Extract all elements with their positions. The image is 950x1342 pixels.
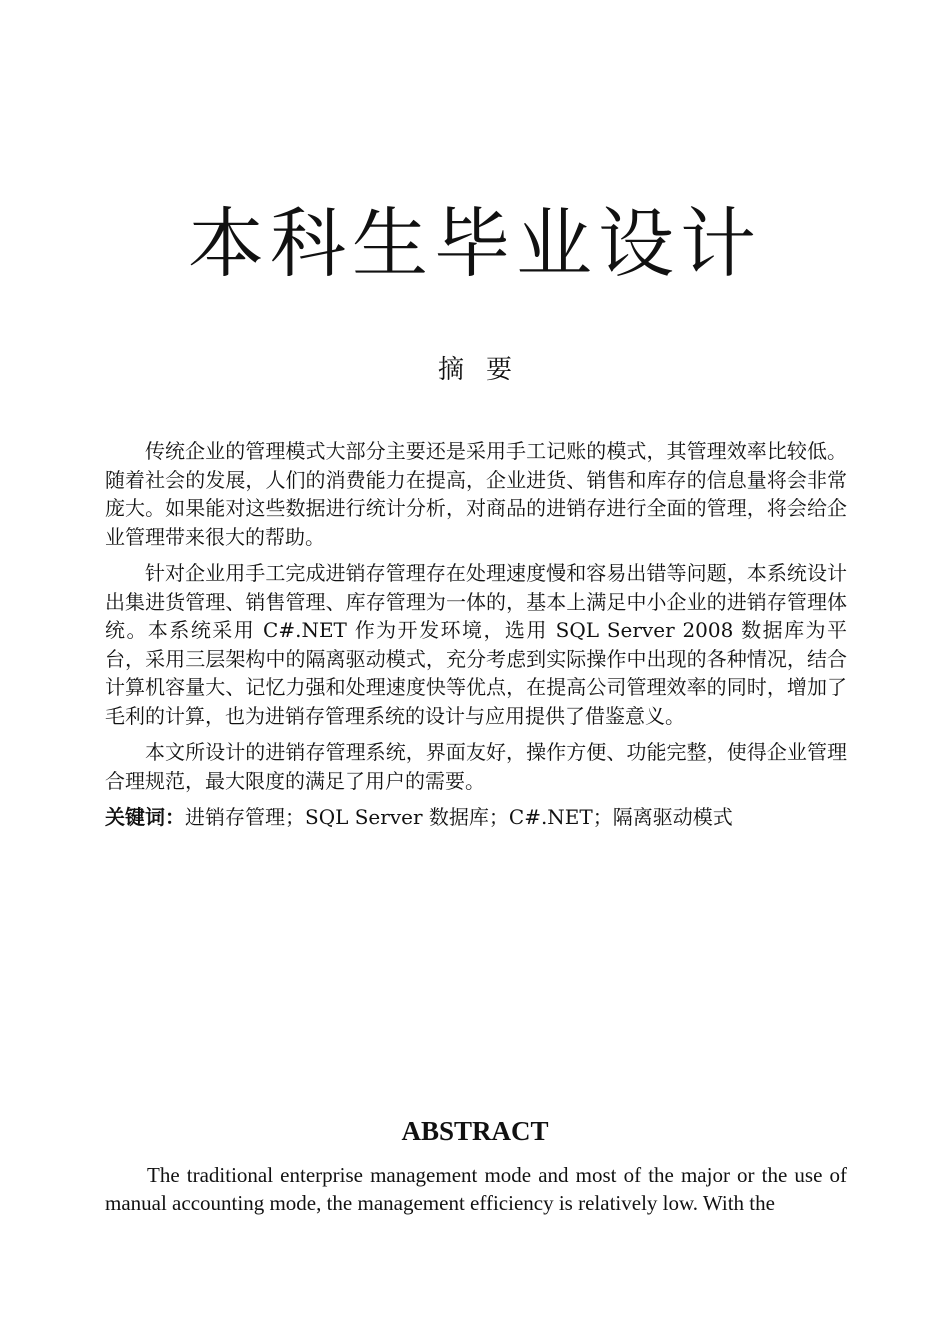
abstract-cn-paragraph-1: 传统企业的管理模式大部分主要还是采用手工记账的模式，其管理效率比较低。随着社会的发展，人们的消费能力在提高，企业进货、销售和库存的信息量将会非常庞大。如果能对这些数据进行统计分析，对商品的进销存进行全面的管理，将会给企业管理带来很大的帮助。	[105, 439, 847, 549]
abstract-en-paragraph: The traditional enterprise management mode and most of the major or the use of manual accounting mode, the management efficiency is relatively low. With the	[105, 1163, 847, 1215]
keywords-line	[105, 803, 847, 832]
abstract-cn-body	[105, 437, 847, 840]
abstract-cn-paragraph-3: 本文所设计的进销存管理系统，界面友好，操作方便、功能完整，使得企业管理合理规范，最大限度的满足了用户的需要。	[105, 740, 847, 793]
abstract-en-body	[105, 1161, 847, 1217]
abstract-cn-heading: 摘要	[437, 355, 534, 385]
page-title: 本科生毕业设计	[188, 199, 762, 288]
keywords-text: 进销存管理；SQL Server 数据库；C#.NET；隔离驱动模式	[185, 805, 733, 829]
abstract-cn-paragraph-2: 针对企业用手工完成进销存管理存在处理速度慢和容易出错等问题，本系统设计出集进货管理、销售管理、库存管理为一体的，基本上满足中小企业的进销存管理体统。本系统采用 C#.NET 作为开发环境，选用 SQL Server 2008 数据库为平台，采用三层架构中的隔离驱动模式，充分考虑到实际操作中出现的各种情况，结合计算机容量大、记忆力强和处理速度快等优点，在提高公司管理效率的同时，增加了毛利的计算，也为进销存管理系统的设计与应用提供了借鉴意义。	[105, 561, 847, 728]
keywords-label: 关键词：	[105, 805, 185, 829]
abstract-en-heading: ABSTRACT	[401, 1116, 549, 1146]
